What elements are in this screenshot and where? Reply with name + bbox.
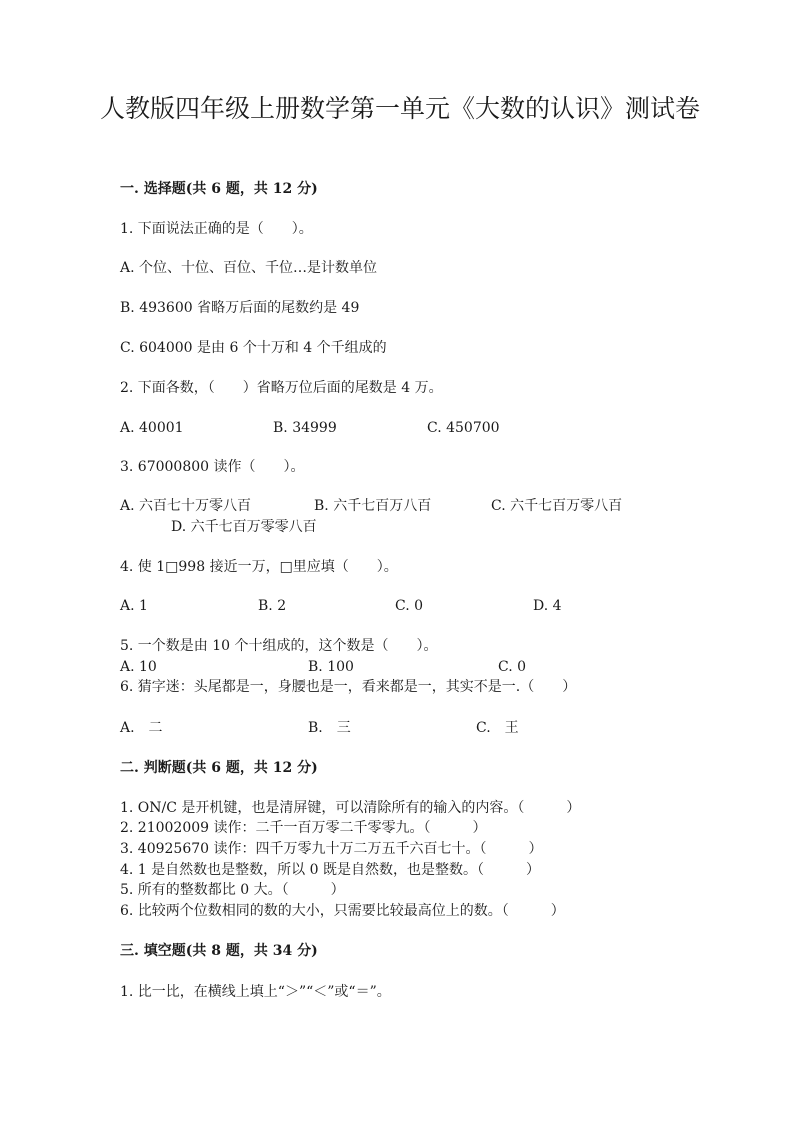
- option: A. 六百七十万零八百: [120, 498, 252, 514]
- option: B. 六千七百万八百: [314, 498, 432, 514]
- question-stem: 5. 一个数是由 10 个十组成的，这个数是（ ）。: [120, 638, 438, 654]
- section-heading-judgment: 二. 判断题(共 6 题，共 12 分): [120, 760, 318, 776]
- question-stem: 2. 下面各数，（ ）省略万位后面的尾数是 4 万。: [120, 380, 443, 396]
- section-heading-fill: 三. 填空题(共 8 题，共 34 分): [120, 943, 318, 959]
- question-stem: 1. 下面说法正确的是（ ）。: [120, 221, 313, 237]
- option: B. 2: [258, 598, 287, 614]
- option: D. 六千七百万零零八百: [171, 519, 317, 535]
- option: D. 4: [533, 598, 562, 614]
- judgment-item: 2. 21002009 读作：二千一百万零二千零零九。（ ）: [120, 820, 487, 836]
- option: C. 0: [395, 598, 424, 614]
- option: C. 450700: [427, 420, 500, 436]
- section-heading-choice: 一. 选择题(共 6 题，共 12 分): [120, 181, 318, 197]
- question-stem: 4. 使 1□998 接近一万，□里应填（ ）。: [120, 559, 398, 575]
- option: C. 604000 是由 6 个十万和 4 个千组成的: [120, 340, 387, 356]
- judgment-item: 5. 所有的整数都比 0 大。（ ）: [120, 882, 345, 898]
- option: A. 40001: [120, 420, 184, 436]
- option: B. 100: [308, 659, 354, 675]
- fill-item: 1. 比一比，在横线上填上“＞”“＜”或“＝”。: [120, 984, 391, 1000]
- option: B. 493600 省略万后面的尾数约是 49: [120, 300, 360, 316]
- option: A. 10: [120, 659, 157, 675]
- option: A. 个位、十位、百位、千位…是计数单位: [120, 260, 378, 276]
- option: B. 34999: [273, 420, 337, 436]
- judgment-item: 6. 比较两个位数相同的数的大小，只需要比较最高位上的数。（ ）: [120, 903, 565, 919]
- option: A. 1: [120, 598, 148, 614]
- judgment-item: 1. ON/C 是开机键，也是清屏键，可以清除所有的输入的内容。（ ）: [120, 800, 581, 816]
- option: C. 六千七百万零八百: [491, 498, 623, 514]
- judgment-item: 3. 40925670 读作：四千万零九十万二万五千六百七十。（ ）: [120, 841, 543, 857]
- question-stem: 6. 猜字迷：头尾都是一，身腰也是一，看来都是一，其实不是一.（ ）: [120, 679, 577, 695]
- option: A. 二: [120, 720, 163, 736]
- page-title: 人教版四年级上册数学第一单元《大数的认识》测试卷: [100, 94, 701, 123]
- option: C. 王: [476, 720, 519, 736]
- option: B. 三: [308, 720, 351, 736]
- option: C. 0: [498, 659, 527, 675]
- judgment-item: 4. 1 是自然数也是整数，所以 0 既是自然数，也是整数。（ ）: [120, 862, 540, 878]
- question-stem: 3. 67000800 读作（ ）。: [120, 459, 305, 475]
